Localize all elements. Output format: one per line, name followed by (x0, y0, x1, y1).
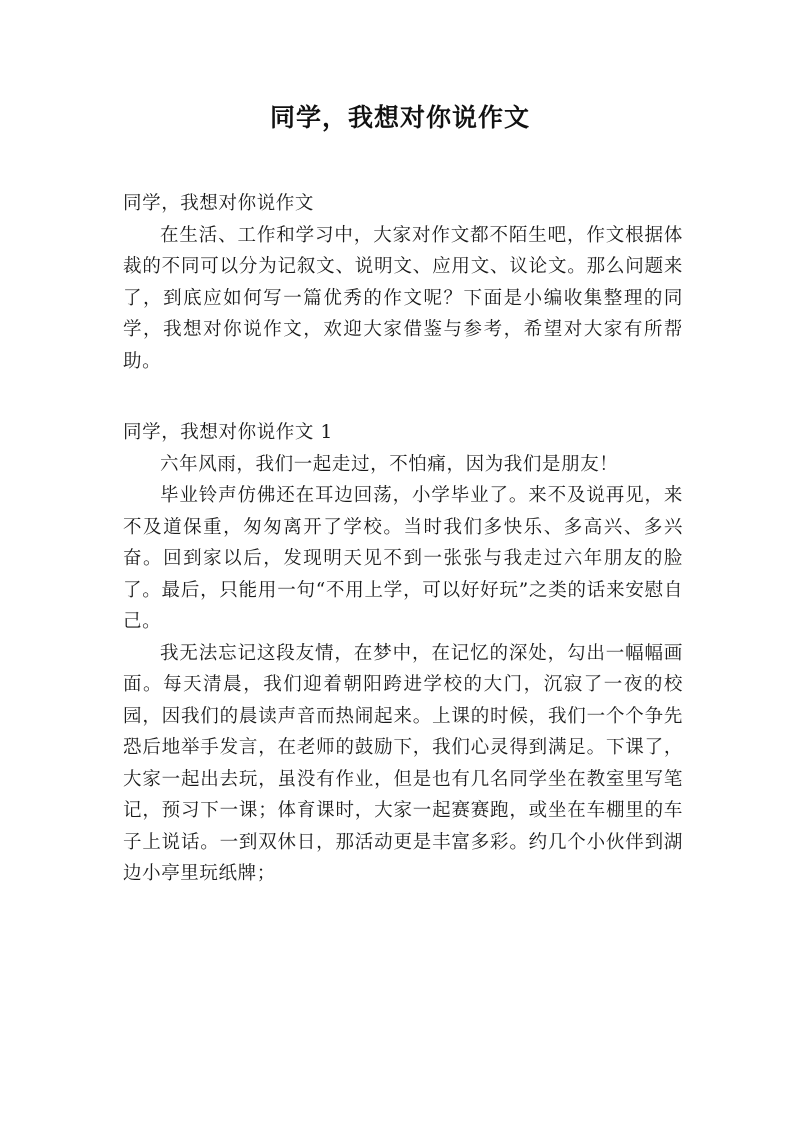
essay-1-heading: 同学，我想对你说作文 1 (123, 422, 333, 443)
section-spacer (123, 377, 683, 417)
page-title: 同学，我想对你说作文 (269, 103, 530, 132)
document-body (123, 188, 683, 890)
essay-1-paragraph: 毕业铃声仿佛还在耳边回荡，小学毕业了。来不及说再见，来不及道保重，匆匆离开了学校。当时我们多快乐、多高兴、多兴奋。回到家以后，发现明天见不到一张张与我走过六年朋友的脸了。最后，只能用一句“不用上学，可以好好玩”之类的话来安慰自己。 (123, 485, 683, 632)
essay-1-paragraph: 六年风雨，我们一起走过，不怕痛，因为我们是朋友！ (160, 453, 619, 475)
essay-1-paragraph: 我无法忘记这段友情，在梦中，在记忆的深处，勾出一幅幅画面。每天清晨，我们迎着朝阳跨进学校的大门，沉寂了一夜的校园，因我们的晨读声音而热闹起来。上课的时候，我们一个个争先恐后地举手发言，在老师的鼓励下，我们心灵得到满足。下课了，大家一起出去玩，虽没有作业，但是也有几名同学坐在教室里写笔记，预习下一课；体育课时，大家一起赛赛跑，或坐在车棚里的车子上说话。一到双休日，那活动更是丰富多彩。约几个小伙伴到湖边小亭里玩纸牌； (123, 642, 683, 884)
intro-heading: 同学，我想对你说作文 (123, 193, 315, 214)
intro-paragraph: 在生活、工作和学习中，大家对作文都不陌生吧，作文根据体裁的不同可以分为记叙文、说明文、应用文、议论文。那么问题来了，到底应如何写一篇优秀的作文呢？下面是小编收集整理的同学，我想对你说作文，欢迎大家借鉴与参考，希望对大家有所帮助。 (123, 224, 683, 372)
